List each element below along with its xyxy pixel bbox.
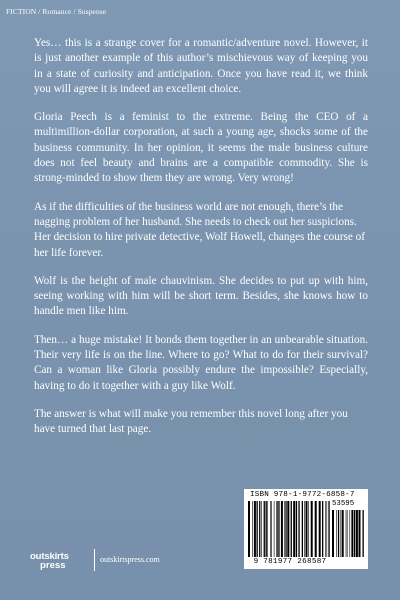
barcode-bar xyxy=(342,510,344,557)
barcode-bar xyxy=(287,501,289,557)
barcode-bar xyxy=(257,501,258,557)
barcode-bar xyxy=(259,501,260,557)
barcode-bar xyxy=(341,510,342,557)
barcode-bar xyxy=(311,501,313,557)
barcode-bar xyxy=(325,501,326,557)
publisher-divider xyxy=(94,549,95,571)
barcode-bar xyxy=(278,501,279,557)
publisher-logo-line2: press xyxy=(40,560,66,571)
barcode-bar xyxy=(354,510,355,557)
barcode-bar xyxy=(274,501,275,557)
blurb-paragraph: Gloria Peech is a feminist to the extreme. Being the CEO of a multimillion-dollar corporation, at such a young age, shocks some of the business community. In her opinion, it seems the male business culture does not feel beauty and brains are a compatible commodity. She is strong-minded to show them they are wrong. Very wrong! xyxy=(34,111,368,185)
barcode-bar xyxy=(319,501,321,557)
ean-digits: 9 781977 268587 xyxy=(253,558,327,566)
barcode-bar xyxy=(252,501,253,557)
publisher-url: outskirtspress.com xyxy=(100,555,160,564)
barcode-bar xyxy=(271,501,272,557)
barcode-bar xyxy=(336,510,337,557)
price-addon-bars xyxy=(332,510,364,557)
barcode-bar xyxy=(356,510,358,557)
barcode-bar xyxy=(304,501,305,557)
blurb-paragraph: As if the difficulties of the business world are not enough, there’s the nagging problem of her husband. She needs to check out her suspicions. Her decision to hire private detective, Wolf Howell, changes the course of her life forever. xyxy=(34,200,365,259)
barcode-bar xyxy=(328,501,329,557)
barcode-bar xyxy=(293,501,295,557)
barcode-bar xyxy=(346,510,347,557)
barcode-bar xyxy=(359,510,361,557)
barcode-bar xyxy=(276,501,277,557)
barcode-bar xyxy=(315,501,317,557)
barcode-bar xyxy=(298,501,299,557)
price-addon-digits: 53595 xyxy=(332,500,355,508)
barcode-bar xyxy=(347,510,348,557)
isbn-barcode xyxy=(244,489,368,569)
barcode-bar xyxy=(363,510,364,557)
barcode-bar xyxy=(248,501,250,557)
barcode-bar xyxy=(308,501,309,557)
barcode-bar xyxy=(327,501,328,557)
isbn-text: ISBN 978-1-9772-6858-7 xyxy=(250,491,355,499)
barcode-bar xyxy=(302,501,303,557)
barcode-bar xyxy=(351,510,353,557)
barcode-bar xyxy=(332,510,334,557)
blurb-paragraph: Wolf is the height of male chauvinism. She decides to put up with him, seeing working with him will be short term. Besides, she knows how to handle men like him. xyxy=(34,274,368,318)
blurb-paragraph: The answer is what will make you remember this novel long after you have turned that last page. xyxy=(34,407,348,436)
barcode-bar xyxy=(281,501,283,557)
barcode-bar xyxy=(264,501,265,557)
barcode-bar xyxy=(291,501,292,557)
barcode-bar xyxy=(267,501,268,557)
barcode-bar xyxy=(306,501,308,557)
ean-barcode-bars xyxy=(248,501,330,557)
barcode-bar xyxy=(284,501,285,557)
barcode-bar xyxy=(270,501,271,557)
barcode-bar xyxy=(338,510,339,557)
barcode-bar xyxy=(266,501,267,557)
blurb-paragraph: Yes… this is a strange cover for a romantic/adventure novel. However, it is just another example of this author’s mischievous way of keeping you in a state of curiosity and anticipation. Once you have read it, we think you will agree it is indeed an excellent choice. xyxy=(34,37,368,95)
blurb-text xyxy=(34,36,368,451)
barcode-bar xyxy=(322,501,323,557)
publisher-logo-line1: outskirts xyxy=(30,551,69,562)
barcode-bar xyxy=(285,501,286,557)
barcode-bar xyxy=(254,501,256,557)
blurb-paragraph: Then… a huge mistake! It bonds them together in an unbearable situation. Their very life is on the line. Where to go? What to do for their survival? Can a woman like Gloria possibly endure the impossible? Especially, having to do it together with a guy like Wolf. xyxy=(34,333,368,392)
genre-label: FICTION / Romance / Suspense xyxy=(6,7,107,16)
barcode-bar xyxy=(350,510,351,557)
barcode-bar xyxy=(296,501,297,557)
barcode-bar xyxy=(261,501,262,557)
publisher-logo xyxy=(30,552,90,570)
